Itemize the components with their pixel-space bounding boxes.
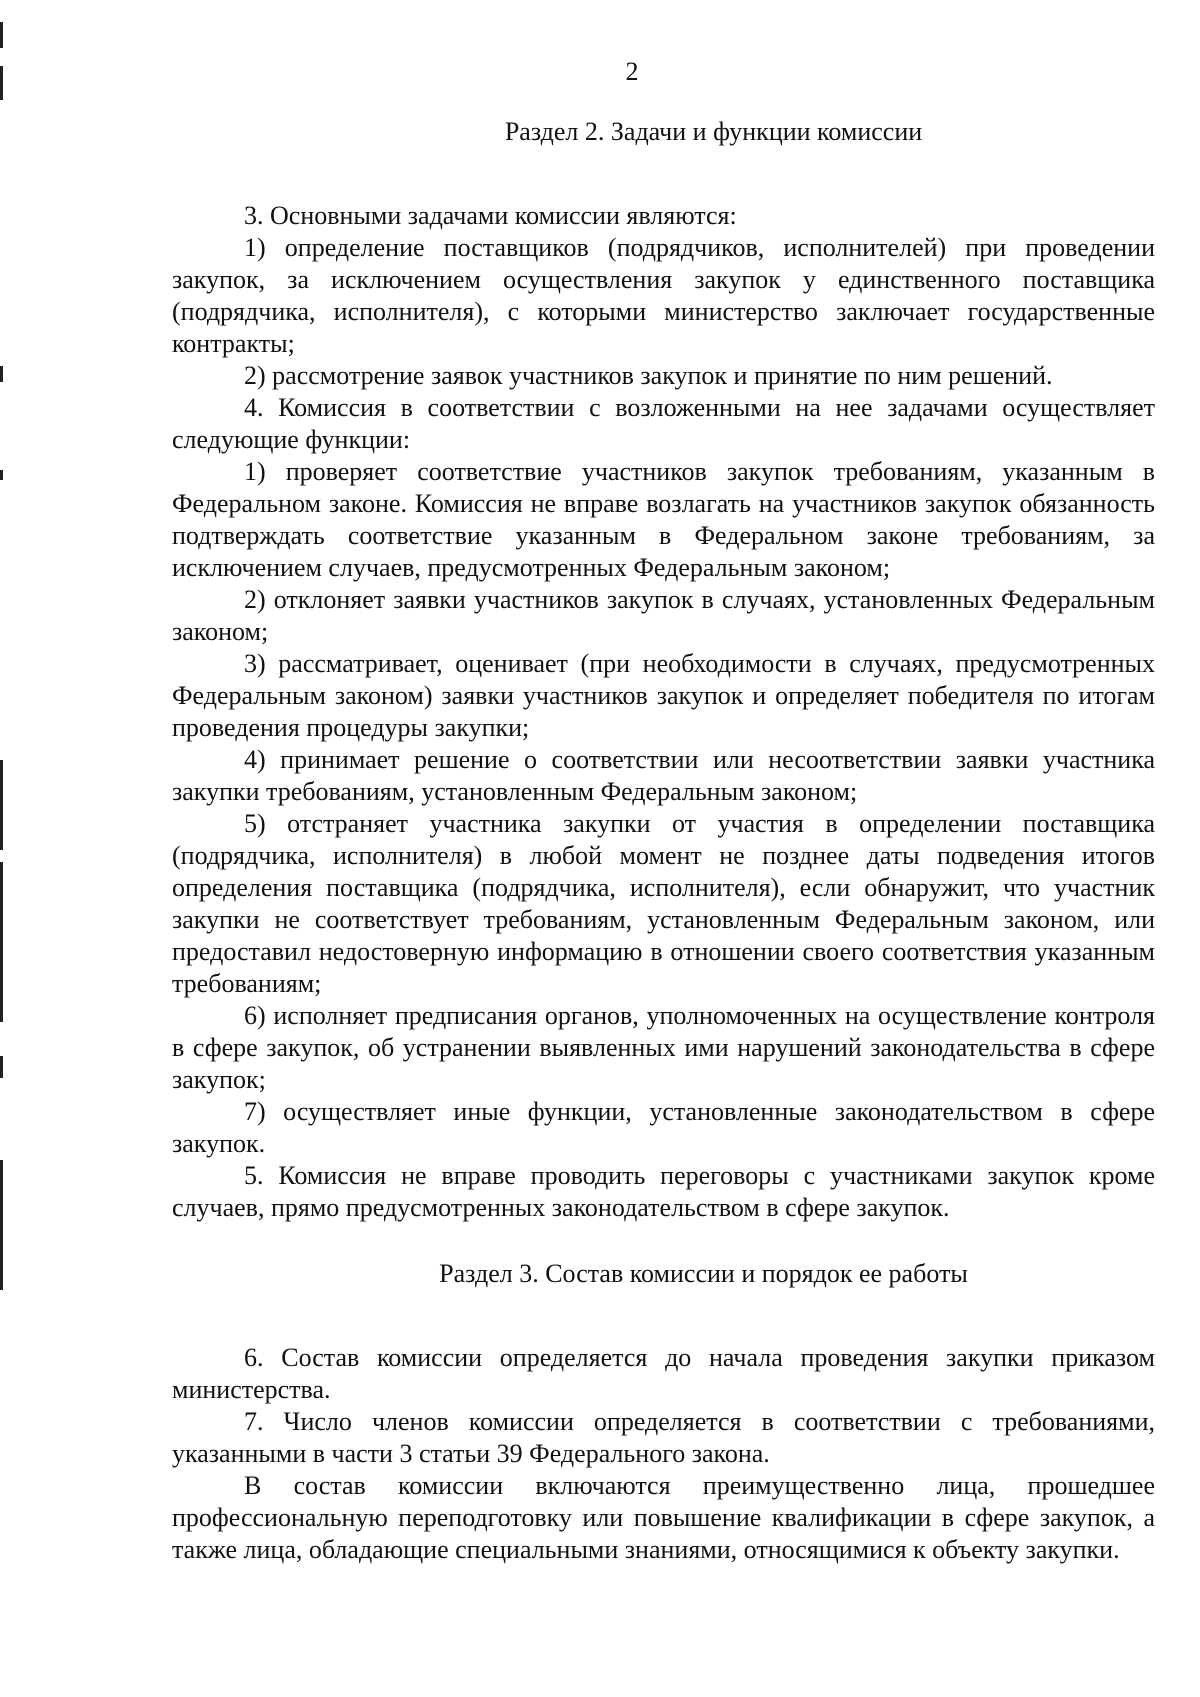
- page-number: 2: [625, 57, 639, 86]
- paragraph: 7) осуществляет иные функции, установленные законодательством в сфере закупок.: [172, 1097, 1155, 1158]
- paragraph: 6) исполняет предписания органов, уполномоченных на осуществление контроля в сфере закупок, об устранении выявленных ими нарушений законодательства в сфере закупок;: [172, 1001, 1155, 1094]
- paragraph: 2) рассмотрение заявок участников закупок и принятие по ним решений.: [244, 361, 1053, 390]
- section-2-heading: Раздел 2. Задачи и функции комиссии: [504, 117, 923, 146]
- scan-edge-mark: [0, 1160, 3, 1290]
- paragraph: В состав комиссии включаются преимущественно лица, прошедшее профессиональную переподготовку или повышение квалификации в сфере закупок, а также лица, обладающие специальными знаниями, относящимися к объекту закупки.: [172, 1471, 1155, 1564]
- scan-edge-mark: [0, 66, 3, 100]
- paragraph: 5) отстраняет участника закупки от участия в определении поставщика (подрядчика, исполнителя) в любой момент не позднее даты подведения итогов определения поставщика (подрядчика, исполнителя), если обнаружит, что участник закупки не соответствует требованиям, установленным Федеральным законом, или предоставил недостоверную информацию в отношении своего соответствия указанным требованиям;: [172, 809, 1155, 998]
- paragraph: 7. Число членов комиссии определяется в соответствии с требованиями, указанными в части 3 статьи 39 Федерального закона.: [172, 1407, 1155, 1468]
- scan-edge-mark: [0, 760, 3, 850]
- paragraph: 5. Комиссия не вправе проводить переговоры с участниками закупок кроме случаев, прямо предусмотренных законодательством в сфере закупок.: [172, 1161, 1155, 1222]
- paragraph: 1) определение поставщиков (подрядчиков, исполнителей) при проведении закупок, за исключением осуществления закупок у единственного поставщика (подрядчика, исполнителя), с которыми министерство заключает государственные контракты;: [172, 233, 1155, 358]
- paragraph: 6. Состав комиссии определяется до начала проведения закупки приказом министерства.: [172, 1343, 1155, 1404]
- section-3-heading: Раздел 3. Состав комиссии и порядок ее работы: [439, 1259, 968, 1288]
- paragraph: 3. Основными задачами комиссии являются:: [244, 201, 737, 230]
- paragraph: 3) рассматривает, оценивает (при необходимости в случаях, предусмотренных Федеральным законом) заявки участников закупок и определяет победителя по итогам проведения процедуры закупки;: [172, 649, 1155, 742]
- document-body: [172, 116, 1155, 1566]
- scan-edge-mark: [0, 22, 3, 48]
- scan-edge-mark: [0, 366, 3, 382]
- scan-edge-mark: [0, 470, 3, 480]
- scan-edge-mark: [0, 1056, 3, 1078]
- scan-edge-mark: [0, 862, 3, 1022]
- paragraph: 4. Комиссия в соответствии с возложенными на нее задачами осуществляет следующие функции:: [172, 393, 1155, 454]
- paragraph: 4) принимает решение о соответствии или несоответствии заявки участника закупки требованиям, установленным Федеральным законом;: [172, 745, 1155, 806]
- paragraph: 2) отклоняет заявки участников закупок в случаях, установленных Федеральным законом;: [172, 585, 1155, 646]
- paragraph: 1) проверяет соответствие участников закупок требованиям, указанным в Федеральном законе. Комиссия не вправе возлагать на участников закупок обязанность подтверждать соответствие указанным в Федеральном законе требованиям, за исключением случаев, предусмотренных Федеральным законом;: [172, 457, 1155, 582]
